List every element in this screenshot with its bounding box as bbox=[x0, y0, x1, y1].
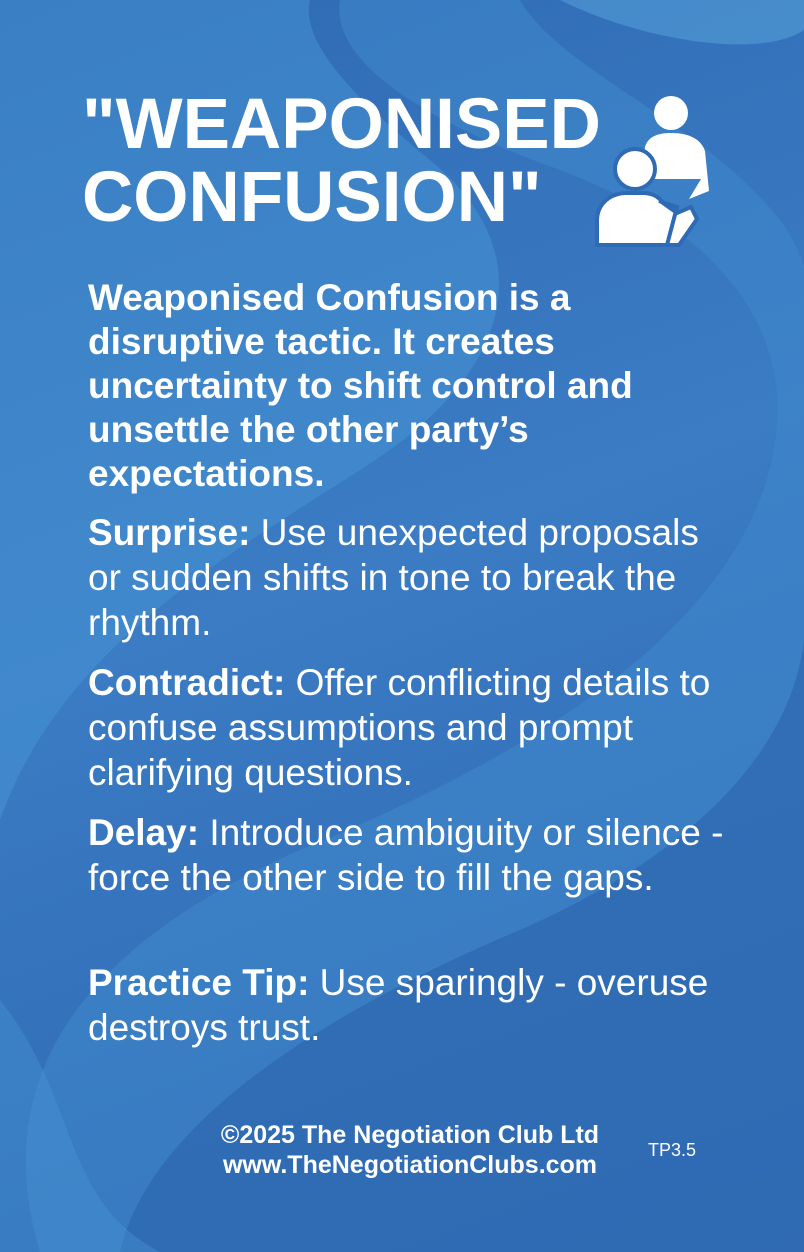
tip-text: Use unexpected proposals or sudden shifts in tone to break the rhythm. bbox=[88, 512, 699, 643]
people-conversation-icon bbox=[593, 95, 711, 247]
title-line-1: "WEAPONISED bbox=[82, 85, 601, 164]
tip-label: Contradict: bbox=[88, 662, 286, 703]
website-link[interactable]: www.TheNegotiationClubs.com bbox=[222, 1151, 598, 1179]
intro-text: Weaponised Confusion is a disruptive tactic. It creates uncertainty to shift control and unsettle the other party’s expectations. bbox=[88, 277, 633, 494]
tip-surprise bbox=[88, 510, 728, 645]
tip-label: Practice Tip: bbox=[88, 962, 310, 1003]
footer bbox=[170, 1120, 650, 1180]
page-title bbox=[82, 85, 601, 237]
tip-text: Introduce ambiguity or silence - force the other side to fill the gaps. bbox=[88, 812, 724, 898]
card-code: TP3.5 bbox=[648, 1140, 697, 1160]
tip-contradict bbox=[88, 660, 728, 795]
tip-text: Offer conflicting details to confuse assumptions and prompt clarifying questions. bbox=[88, 662, 711, 793]
title-line-2: CONFUSION" bbox=[82, 158, 542, 237]
tip-delay bbox=[88, 810, 728, 900]
tip-text: Use sparingly - overuse destroys trust. bbox=[88, 962, 709, 1048]
tip-label: Surprise: bbox=[88, 512, 251, 553]
tip-label: Delay: bbox=[88, 812, 200, 853]
tip-practice bbox=[88, 960, 728, 1050]
copyright-text: ©2025 The Negotiation Club Ltd bbox=[220, 1121, 600, 1149]
